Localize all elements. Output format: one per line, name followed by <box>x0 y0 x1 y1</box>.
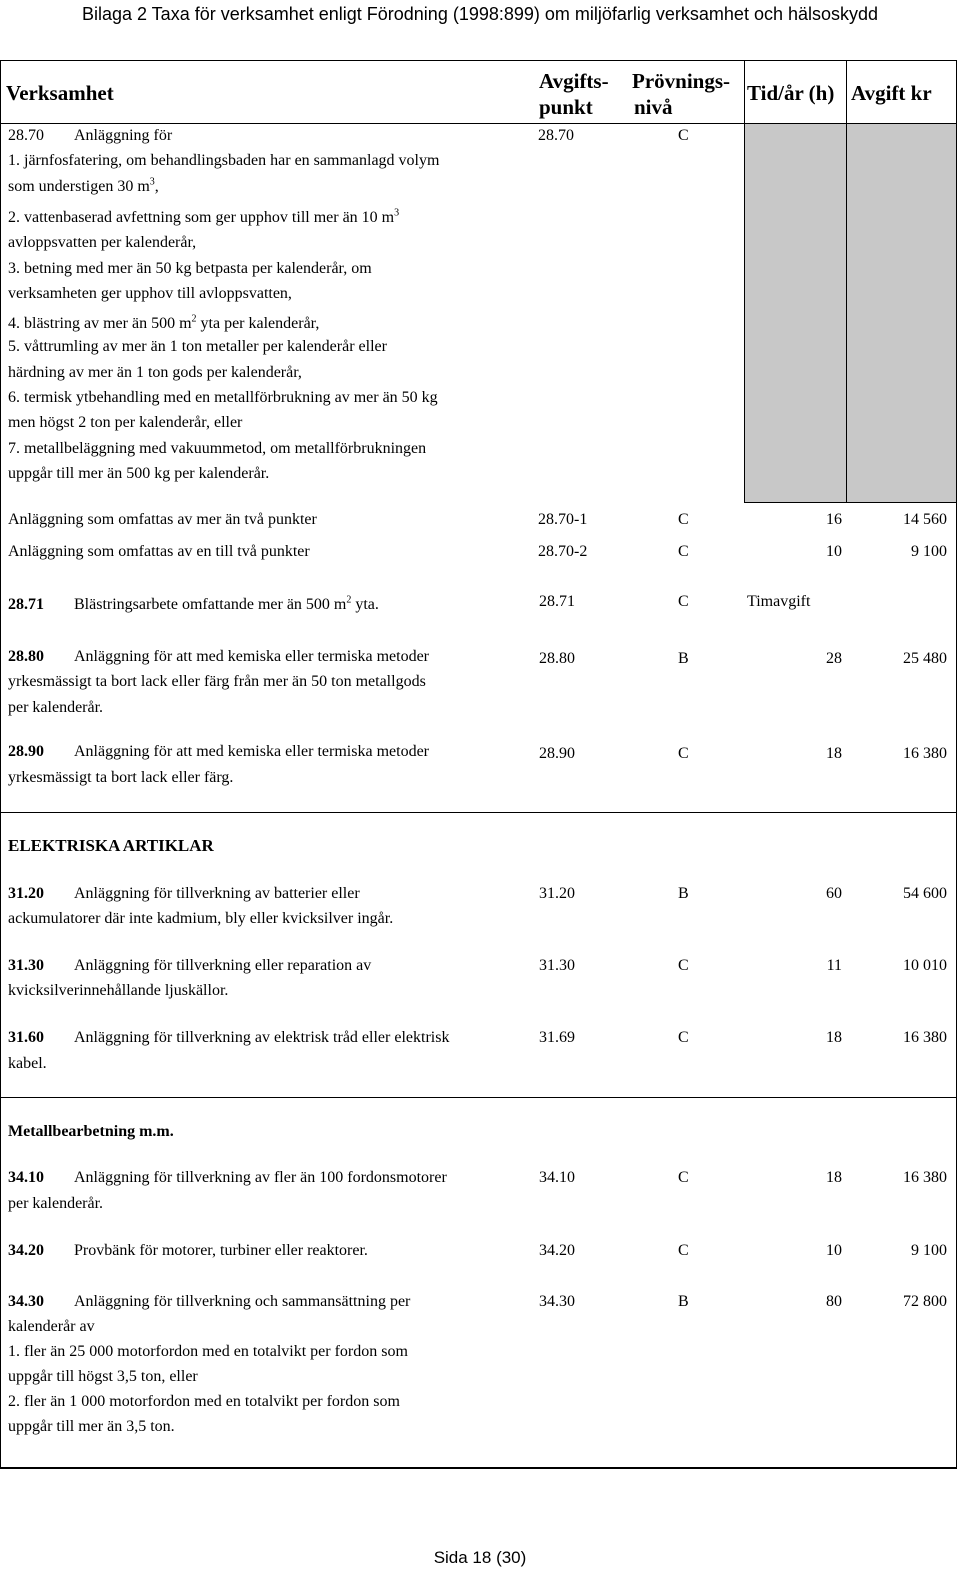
line-3430: kalenderår av <box>8 1318 95 1335</box>
line-3130: kvicksilverinnehållande ljuskällor. <box>8 982 229 999</box>
line-3410: per kalenderår. <box>8 1195 104 1212</box>
line-3160: kabel. <box>8 1055 47 1072</box>
line-2870 <box>8 206 399 231</box>
line-2870: 7. metallbeläggning med vakuummetod, om metallförbrukningen <box>8 440 427 457</box>
superscript: 2 <box>346 594 352 606</box>
tid-2890: 18 <box>826 745 842 762</box>
niva-2871: C <box>678 593 689 610</box>
tid-2871: Timavgift <box>747 593 811 610</box>
tid-3420: 10 <box>826 1242 842 1259</box>
niva-3420: C <box>678 1242 689 1259</box>
sub1-text: Anläggning som omfattas av mer än två punkter <box>8 511 317 528</box>
text-2871-main: Blästringsarbete omfattande mer än 500 m <box>74 596 347 613</box>
sub2-avgift: 9 100 <box>911 543 947 560</box>
line-3430: uppgår till mer än 3,5 ton. <box>8 1418 175 1435</box>
line-2870: avloppsvatten per kalenderår, <box>8 234 197 251</box>
page-header: Bilaga 2 Taxa för verksamhet enligt Förodning (1998:899) om miljöfarlig verksamhet och hälsoskydd <box>81 4 879 24</box>
superscript: 3 <box>394 207 400 219</box>
avgift-3130: 10 010 <box>903 957 947 974</box>
grey-cell-avgift-2870 <box>847 124 956 502</box>
line-2870: härdning av mer än 1 ton gods per kalenderår, <box>8 364 302 381</box>
line-2890: Anläggning för att med kemiska eller termiska metoder <box>74 743 429 760</box>
title-2870: Anläggning för <box>74 127 173 144</box>
grey-bottom <box>744 502 956 503</box>
code-3120: 31.20 <box>8 885 44 902</box>
punkt-3430: 34.30 <box>539 1293 575 1310</box>
line-2870-text: 2. vattenbaserad avfettning som ger upphov till mer än 10 m <box>8 209 395 226</box>
line-3430: Anläggning för tillverkning och sammansättning per <box>74 1293 411 1310</box>
code-2890: 28.90 <box>8 743 44 760</box>
line-3130: Anläggning för tillverkning eller reparation av <box>74 957 372 974</box>
grey-cell-tid-2870 <box>744 124 846 502</box>
col-divider <box>744 61 745 502</box>
line-3430: 2. fler än 1 000 motorfordon med en totalvikt per fordon som <box>8 1393 400 1410</box>
sub1-punkt: 28.70-1 <box>538 511 588 528</box>
avgift-2880: 25 480 <box>903 650 947 667</box>
line-2870: 6. termisk ytbehandling med en metallförbrukning av mer än 50 kg <box>8 389 438 406</box>
niva-3120: B <box>678 885 689 902</box>
code-2880: 28.80 <box>8 648 44 665</box>
tid-2880: 28 <box>826 650 842 667</box>
punkt-3410: 34.10 <box>539 1169 575 1186</box>
sub2-tid: 10 <box>826 543 842 560</box>
line-2870: 5. våttrumling av mer än 1 ton metaller per kalenderår eller <box>8 338 387 355</box>
line-2880: Anläggning för att med kemiska eller termiska metoder <box>74 648 429 665</box>
section-divider <box>1 1097 956 1098</box>
col-header-tid: Tid/år (h) <box>747 81 835 105</box>
punkt-2880: 28.80 <box>539 650 575 667</box>
sub1-avgift: 14 560 <box>903 511 947 528</box>
line-2870 <box>8 312 319 337</box>
punkt-3130: 31.30 <box>539 957 575 974</box>
code-3430: 34.30 <box>8 1293 44 1310</box>
line-3420: Provbänk för motorer, turbiner eller reaktorer. <box>74 1242 368 1259</box>
avgift-2890: 16 380 <box>903 745 947 762</box>
tid-3130: 11 <box>826 957 842 974</box>
niva-3430: B <box>678 1293 689 1310</box>
avgift-3410: 16 380 <box>903 1169 947 1186</box>
line-2870: 3. betning med mer än 50 kg betpasta per kalenderår, om <box>8 260 372 277</box>
code-3420: 34.20 <box>8 1242 44 1259</box>
col-header-avgiftspunkt-2: punkt <box>539 95 593 119</box>
niva-3160: C <box>678 1029 689 1046</box>
punkt-3120: 31.20 <box>539 885 575 902</box>
sub1-niva: C <box>678 511 689 528</box>
superscript: 3 <box>149 176 155 188</box>
niva-2880: B <box>678 650 689 667</box>
niva-2870: C <box>678 127 689 144</box>
col-divider <box>846 61 847 502</box>
page-footer: Sida 18 (30) <box>433 1548 527 1567</box>
line-3160: Anläggning för tillverkning av elektrisk tråd eller elektrisk <box>74 1029 450 1046</box>
tid-3430: 80 <box>826 1293 842 1310</box>
line-2870 <box>8 175 159 200</box>
avgift-3430: 72 800 <box>903 1293 947 1310</box>
niva-3410: C <box>678 1169 689 1186</box>
line-2880: yrkesmässigt ta bort lack eller färg från mer än 50 ton metallgods <box>8 673 426 690</box>
section-divider <box>1 812 956 813</box>
line-2870-tail: yta per kalenderår, <box>196 315 320 332</box>
line-2890: yrkesmässigt ta bort lack eller färg. <box>8 769 234 786</box>
avgift-3160: 16 380 <box>903 1029 947 1046</box>
col-header-avgiftspunkt-1: Avgifts- <box>539 69 609 93</box>
tid-3160: 18 <box>826 1029 842 1046</box>
col-header-provningsniva-2: nivå <box>634 95 673 119</box>
superscript: 2 <box>191 313 197 325</box>
avgift-3120: 54 600 <box>903 885 947 902</box>
section-metallbearbetning: Metallbearbetning m.m. <box>8 1123 174 1140</box>
section-elektriska-artiklar: ELEKTRISKA ARTIKLAR <box>8 836 214 855</box>
tid-3410: 18 <box>826 1169 842 1186</box>
line-3120: ackumulatorer där inte kadmium, bly eller kvicksilver ingår. <box>8 910 394 927</box>
line-2880: per kalenderår. <box>8 699 104 716</box>
text-2871-tail: yta. <box>351 596 379 613</box>
niva-2890: C <box>678 745 689 762</box>
punkt-2890: 28.90 <box>539 745 575 762</box>
line-3120: Anläggning för tillverkning av batterier eller <box>74 885 360 902</box>
code-2871: 28.71 <box>8 596 44 613</box>
line-2870: verksamheten ger upphov till avloppsvatten, <box>8 285 292 302</box>
line-2870: men högst 2 ton per kalenderår, eller <box>8 414 243 431</box>
line-2870: 1. järnfosfatering, om behandlingsbaden har en sammanlagd volym <box>8 152 440 169</box>
punkt-2871: 28.71 <box>539 593 575 610</box>
line-3410: Anläggning för tillverkning av fler än 100 fordonsmotorer <box>74 1169 447 1186</box>
line-2870: uppgår till mer än 500 kg per kalenderår. <box>8 465 270 482</box>
sub2-punkt: 28.70-2 <box>538 543 588 560</box>
sub1-tid: 16 <box>826 511 842 528</box>
tid-3120: 60 <box>826 885 842 902</box>
col-header-verksamhet: Verksamhet <box>6 81 114 105</box>
line-2870-text: 4. blästring av mer än 500 m <box>8 315 192 332</box>
punkt-3160: 31.69 <box>539 1029 575 1046</box>
line-3430: 1. fler än 25 000 motorfordon med en totalvikt per fordon som <box>8 1343 408 1360</box>
niva-3130: C <box>678 957 689 974</box>
sub2-niva: C <box>678 543 689 560</box>
punkt-3420: 34.20 <box>539 1242 575 1259</box>
line-3430: uppgår till högst 3,5 ton, eller <box>8 1368 198 1385</box>
line-2870-tail: , <box>154 178 159 195</box>
sub2-text: Anläggning som omfattas av en till två punkter <box>8 543 310 560</box>
text-2871 <box>74 593 379 618</box>
code-3410: 34.10 <box>8 1169 44 1186</box>
line-2870-text: som understigen 30 m <box>8 178 150 195</box>
code-3130: 31.30 <box>8 957 44 974</box>
punkt-2870: 28.70 <box>538 127 574 144</box>
col-header-provningsniva-1: Prövnings- <box>632 69 731 93</box>
code-3160: 31.60 <box>8 1029 44 1046</box>
code-2870: 28.70 <box>8 127 44 144</box>
avgift-3420: 9 100 <box>911 1242 947 1259</box>
col-header-avgift: Avgift kr <box>851 81 932 105</box>
